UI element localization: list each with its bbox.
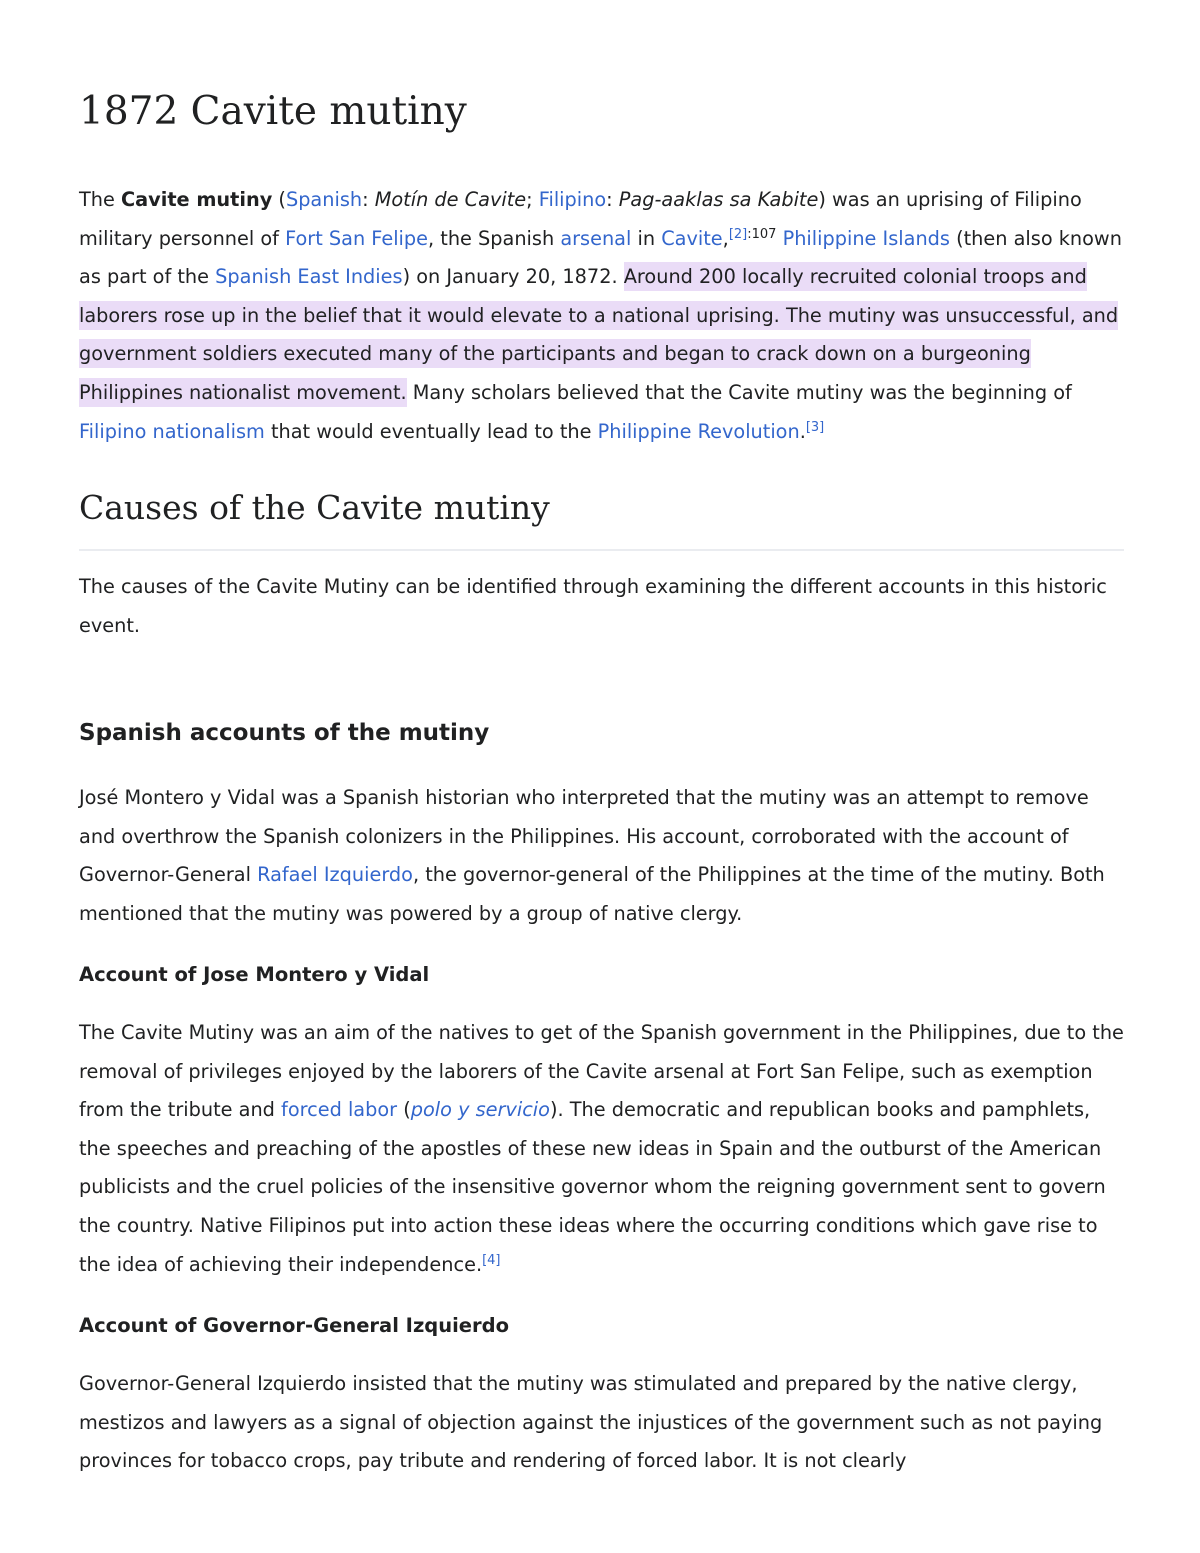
link-forced-labor[interactable]: forced labor xyxy=(281,1098,398,1122)
highlighted-text: Around 200 locally recruited colonial troops and laborers rose up in the belief that it would elevate to a national uprising. The mutiny was unsuccessful, and government soldiers executed many of the participants and began to crack down on a burgeoning Philippines nationalist movement. xyxy=(79,262,1118,407)
link-spanish[interactable]: Spanish xyxy=(285,188,363,211)
intro-text: in xyxy=(631,226,662,250)
subsection-heading-izquierdo: Account of Governor-General Izquierdo xyxy=(79,1314,510,1337)
citation-2-page: :107 xyxy=(747,226,777,242)
link-arsenal[interactable]: arsenal xyxy=(560,226,632,250)
intro-text: : xyxy=(362,188,375,211)
link-spanish-east-indies[interactable]: Spanish East Indies xyxy=(215,265,403,289)
link-filipino-nationalism[interactable]: Filipino nationalism xyxy=(79,419,265,443)
montero-text: ( xyxy=(397,1098,411,1122)
citation-3-link[interactable]: [3] xyxy=(805,419,825,435)
citation-2[interactable] xyxy=(729,227,777,242)
intro-text: (then also known as part of the xyxy=(79,226,1122,289)
montero-text: The Cavite Mutiny was an aim of the natives to get of the Spanish government in the Philippines, due to the removal of privileges enjoyed by the laborers of the Cavite arsenal at Fort San Felipe, such as exemption from the tribute and xyxy=(79,1021,1124,1122)
montero-paragraph xyxy=(79,1014,1124,1284)
link-philippine-revolution[interactable]: Philippine Revolution xyxy=(597,419,800,443)
spanish-text: José Montero y Vidal was a Spanish historian who interpreted that the mutiny was an attempt to remove and overthrow the Spanish colonizers in the Philippines. His account, corroborated with the account of Governor-General xyxy=(79,786,1089,887)
link-polo-y-servicio[interactable] xyxy=(411,1098,550,1121)
intro-text: ( xyxy=(272,188,286,211)
citation-2-link[interactable]: [2] xyxy=(728,226,748,242)
subsection-heading-spanish-accounts: Spanish accounts of the mutiny xyxy=(79,720,490,746)
link-rafael-izquierdo[interactable]: Rafael Izquierdo xyxy=(257,863,413,887)
spanish-text: , the governor-general of the Philippines at the time of the mutiny. Both mentioned that the mutiny was powered by a group of native clergy. xyxy=(79,863,1105,925)
intro-text: ) was an uprising of Filipino military personnel of xyxy=(79,188,1082,250)
intro-text: that would eventually lead to the xyxy=(264,419,598,443)
intro-text: ; xyxy=(526,188,539,211)
intro-text: . xyxy=(799,419,806,443)
intro-text: Many scholars believed that the Cavite mutiny was the beginning of xyxy=(406,380,1072,404)
citation-4-link[interactable]: [4] xyxy=(482,1252,501,1268)
citation-3[interactable] xyxy=(806,420,824,435)
section-divider xyxy=(79,549,1124,551)
intro-text: ) on January 20, 1872. xyxy=(402,265,624,289)
intro-text: : xyxy=(606,188,619,211)
spanish-name: Motín de Cavite xyxy=(374,188,527,211)
intro-paragraph xyxy=(79,181,1124,451)
link-filipino[interactable]: Filipino xyxy=(538,188,607,211)
izquierdo-paragraph: Governor-General Izquierdo insisted that the mutiny was stimulated and prepared by the native clergy, mestizos and lawyers as a signal of objection against the injustices of the government such as not paying provinces for tobacco crops, pay tribute and rendering of forced labor. It is not clearly xyxy=(79,1372,1103,1473)
causes-paragraph: The causes of the Cavite Mutiny can be identified through examining the different accounts in this historic event. xyxy=(79,575,1107,637)
section-heading-causes: Causes of the Cavite mutiny xyxy=(79,488,550,527)
link-fort-san-felipe[interactable]: Fort San Felipe xyxy=(285,226,429,250)
spanish-accounts-paragraph xyxy=(79,779,1124,933)
page-title: 1872 Cavite mutiny xyxy=(79,89,467,134)
montero-text: ). The democratic and republican books and pamphlets, the speeches and preaching of the apostles of these new ideas in Spain and the outburst of the American publicists and the cruel policies of the insensitive governor whom the reigning government sent to govern the country. Native Filipinos put into action these ideas where the occurring conditions which gave rise to the idea of achieving their independence. xyxy=(79,1098,1106,1276)
subsection-heading-montero: Account of Jose Montero y Vidal xyxy=(79,963,430,986)
intro-text: , xyxy=(722,226,729,250)
citation-4[interactable] xyxy=(482,1253,500,1268)
filipino-name: Pag-aaklas sa Kabite xyxy=(618,188,819,211)
intro-text: The xyxy=(79,188,121,211)
intro-text: , the Spanish xyxy=(428,226,561,250)
polo-y-servicio-label: polo y servicio xyxy=(410,1098,550,1122)
link-cavite[interactable]: Cavite xyxy=(661,226,723,250)
link-philippine-islands[interactable]: Philippine Islands xyxy=(782,226,950,250)
intro-bold-term: Cavite mutiny xyxy=(121,188,273,211)
